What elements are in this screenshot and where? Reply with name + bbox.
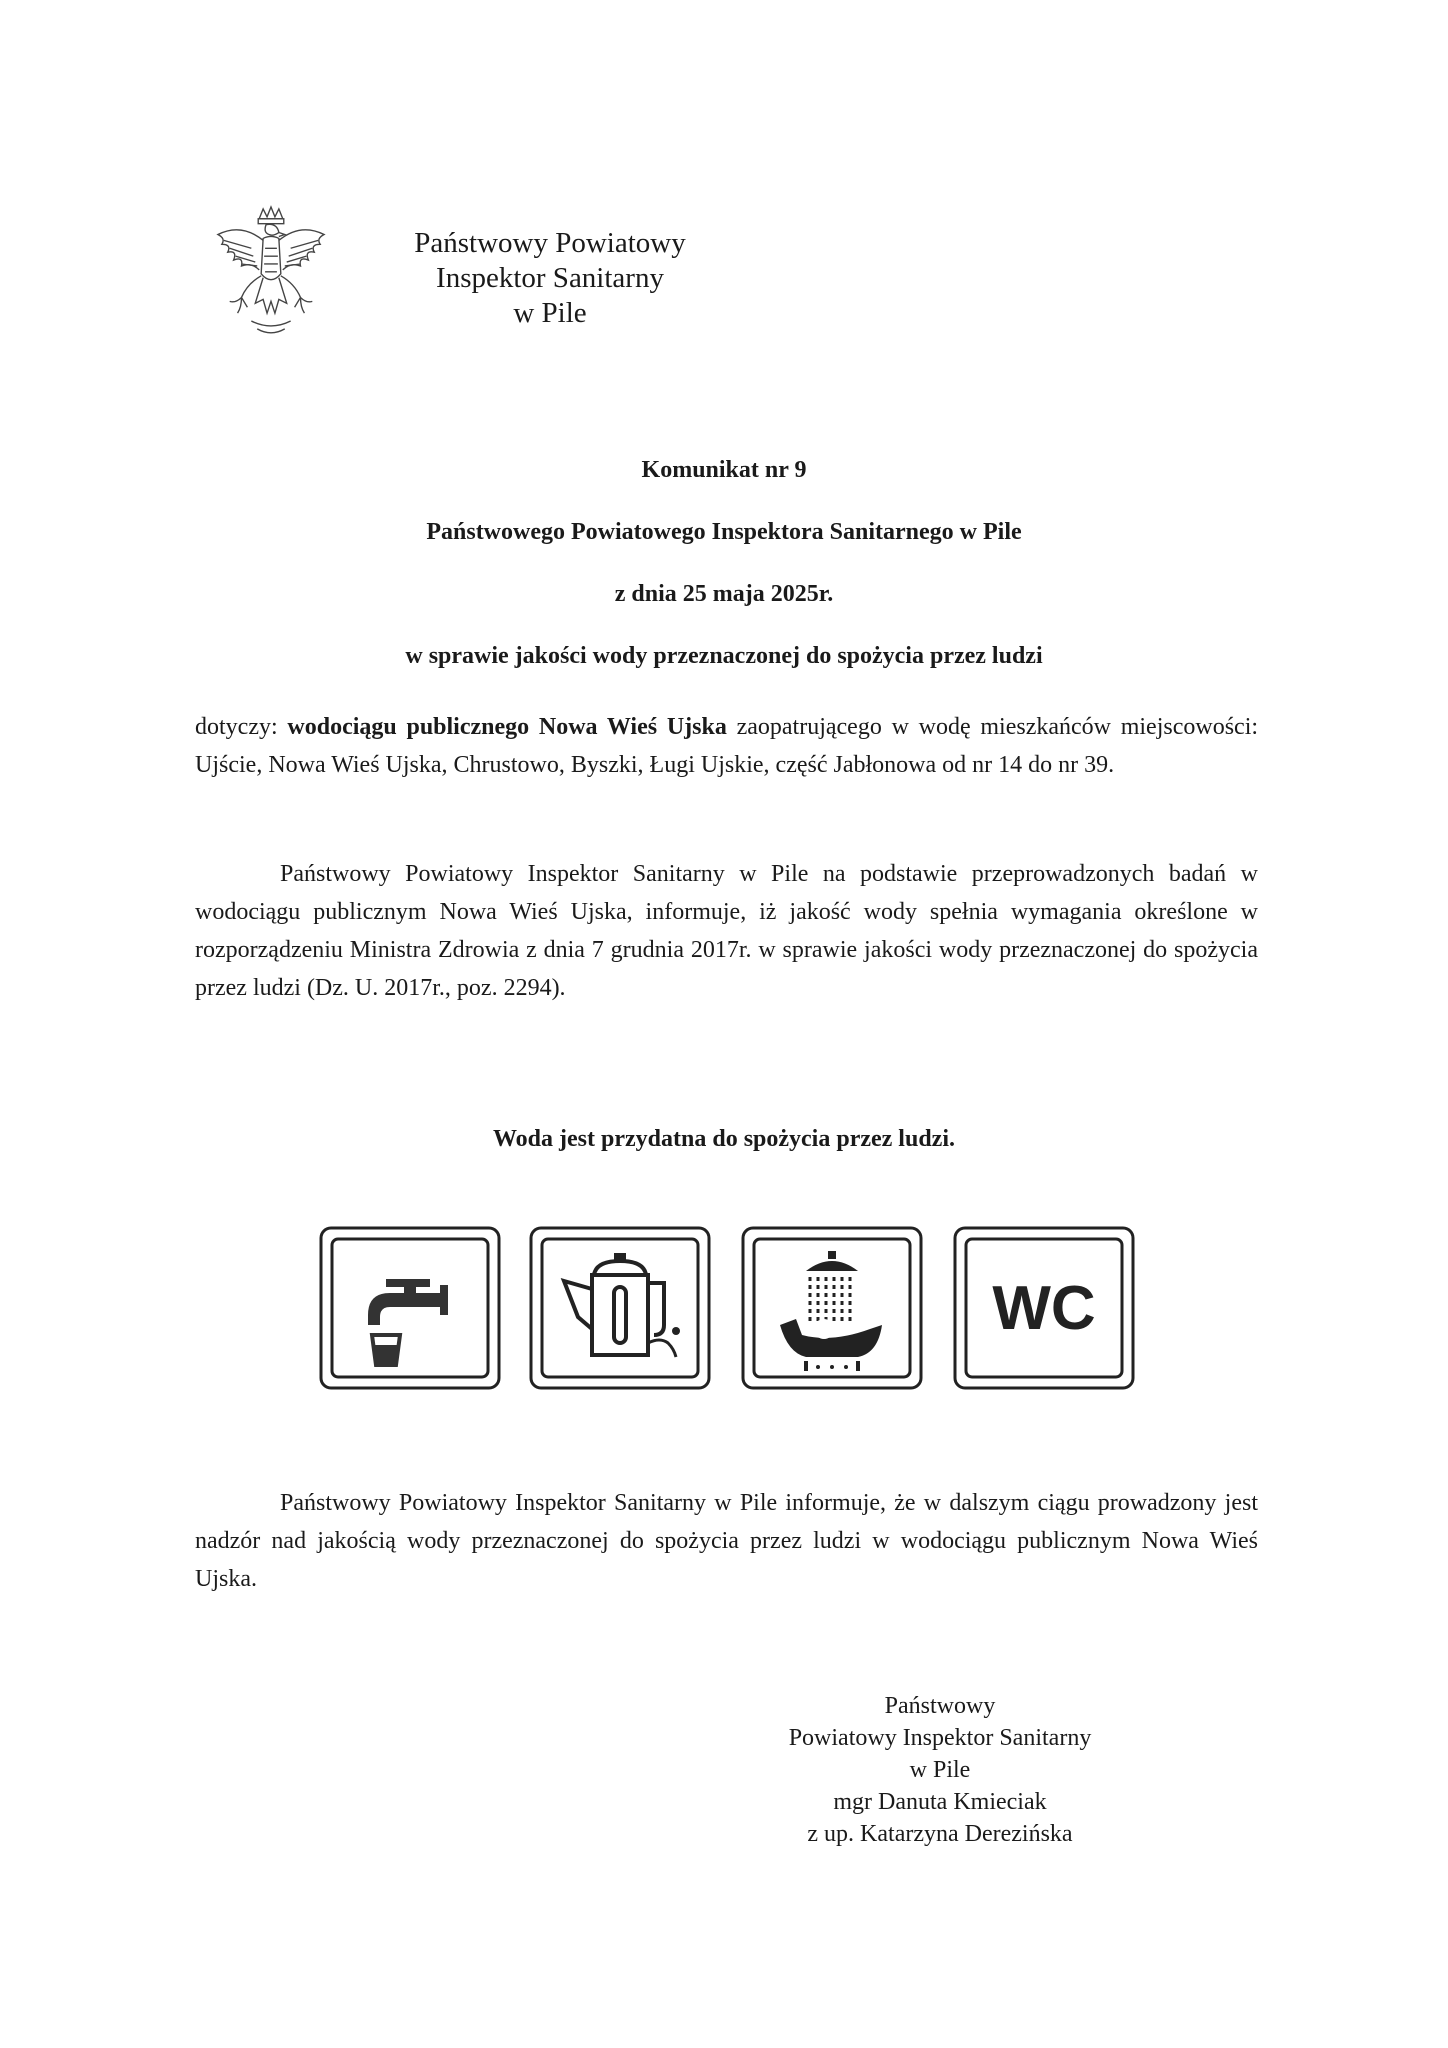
shower-bath-icon — [740, 1225, 924, 1391]
signature-block — [760, 1690, 1120, 1850]
intro-waterworks-name: wodociągu publicznego Nowa Wieś Ujska — [287, 714, 727, 740]
signature-line: mgr Danuta Kmieciak — [833, 1789, 1047, 1815]
signature-line: z up. Katarzyna Derezińska — [807, 1821, 1073, 1847]
drinking-tap-icon — [318, 1225, 502, 1391]
issuer-line: Państwowy Powiatowy — [414, 227, 686, 259]
issuer-line: Inspektor Sanitarny — [436, 262, 664, 294]
signature-line: Państwowy — [884, 1693, 996, 1719]
wc-icon — [952, 1225, 1136, 1391]
signature-line: Powiatowy Inspektor Sanitarny — [788, 1725, 1092, 1751]
intro-paragraph — [195, 708, 1258, 784]
body-paragraph: Państwowy Powiatowy Inspektor Sanitarny w Pile na podstawie przeprowadzonych badań w wodociągu publicznym Nowa Wieś Ujska, informuje, iż jakość wody spełnia wymagania określone w rozporządzeniu Ministra Zdrowia z dnia 7 grudnia 2017r. w sprawie jakości wody przeznaczonej do spożycia przez ludzi (Dz. U. 2017r., poz. 2294). — [195, 861, 1258, 1001]
kettle-icon — [528, 1225, 712, 1391]
closing-paragraph: Państwowy Powiatowy Inspektor Sanitarny w Pile informuje, że w dalszym ciągu prowadzony jest nadzór nad jakością wody przeznaczonej do spożycia przez ludzi w wodociągu publicznym Nowa Wieś Ujska. — [195, 1490, 1258, 1592]
communique-date: z dnia 25 maja 2025r. — [614, 581, 834, 607]
communique-subject: w sprawie jakości wody przeznaczonej do spożycia przez ludzi — [405, 643, 1043, 669]
issuer-name — [380, 226, 720, 331]
intro-rest: zaopatrującego w wodę mieszkańców miejscowości: Ujście, Nowa Wieś Ujska, Chrustowo, Byszki, Ługi Ujskie, część Jabłonowa od nr 14 do nr 39. — [195, 714, 1259, 778]
issuer-line: w Pile — [513, 297, 587, 329]
communique-issuer: Państwowego Powiatowego Inspektora Sanitarnego w Pile — [426, 519, 1022, 545]
pictogram-row — [318, 1225, 1138, 1395]
wc-label: WC — [992, 1274, 1096, 1343]
conclusion-statement: Woda jest przydatna do spożycia przez ludzi. — [493, 1126, 955, 1152]
communique-number: Komunikat nr 9 — [641, 457, 807, 483]
communique-title — [190, 455, 1258, 703]
intro-prefix: dotyczy: — [195, 714, 278, 740]
polish-eagle-emblem-icon — [212, 205, 330, 345]
signature-line: w Pile — [909, 1757, 971, 1783]
